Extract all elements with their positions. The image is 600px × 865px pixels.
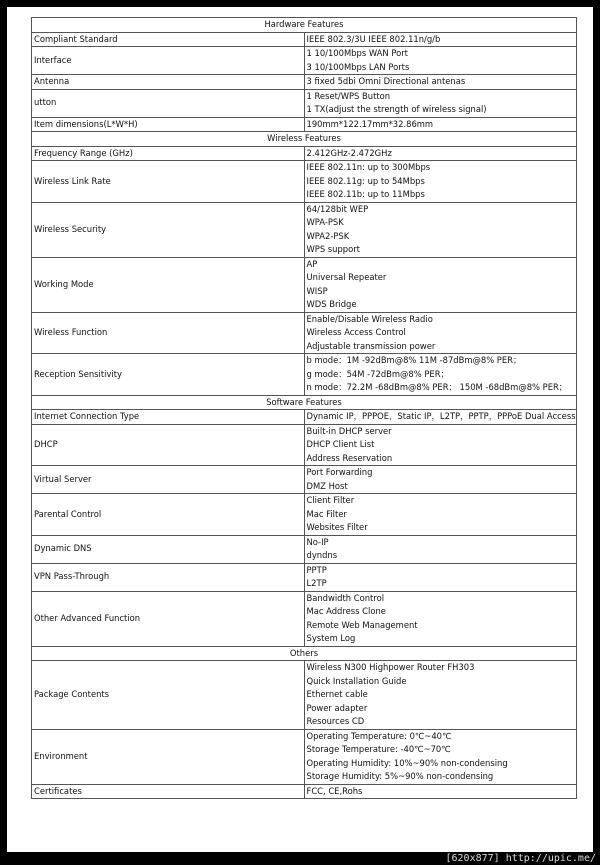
spec-label: Wireless Function bbox=[32, 312, 305, 354]
spec-value-line: WISP bbox=[306, 285, 328, 296]
spec-value-line: 3 10/100Mbps LAN Ports bbox=[306, 61, 410, 72]
spec-value bbox=[304, 312, 577, 354]
spec-label: Environment bbox=[32, 729, 305, 784]
spec-label: Parental Control bbox=[32, 494, 305, 536]
spec-value bbox=[304, 89, 577, 117]
spec-value-line: FCC, CE,Rohs bbox=[306, 785, 363, 796]
spec-value-line: Ethernet cable bbox=[306, 689, 368, 699]
spec-value-line: g mode：54M -72dBm@8% PER； bbox=[306, 368, 449, 379]
spec-value-line: WDS Bridge bbox=[306, 299, 357, 309]
spec-value-line: 2.412GHz-2.472GHz bbox=[306, 147, 392, 158]
spec-value-line: Adjustable transmission power bbox=[306, 340, 436, 351]
spec-label: Item dimensions(L*W*H) bbox=[32, 117, 305, 132]
spec-row bbox=[32, 466, 577, 494]
spec-row bbox=[32, 784, 577, 799]
spec-value-line: AP bbox=[306, 258, 318, 269]
spec-value bbox=[304, 563, 577, 591]
spec-label: Compliant Standard bbox=[32, 32, 305, 47]
spec-value bbox=[304, 494, 577, 536]
spec-row bbox=[32, 563, 577, 591]
spec-row bbox=[32, 89, 577, 117]
spec-value-line: Storage Temperature: -40℃~70℃ bbox=[306, 744, 451, 754]
spec-value bbox=[304, 591, 577, 646]
spec-label: Dynamic DNS bbox=[32, 535, 305, 563]
spec-value-line: IEEE 802.11b: up to 11Mbps bbox=[306, 189, 425, 199]
spec-row bbox=[32, 494, 577, 536]
spec-row bbox=[32, 591, 577, 646]
spec-value-line: Bandwidth Control bbox=[306, 592, 385, 603]
spec-value-line: WPS support bbox=[306, 244, 360, 254]
spec-value-line: WPA2-PSK bbox=[306, 230, 350, 241]
spec-row bbox=[32, 354, 577, 396]
spec-value-line: Enable/Disable Wireless Radio bbox=[306, 313, 433, 324]
spec-value bbox=[304, 424, 577, 466]
spec-value bbox=[304, 354, 577, 396]
spec-value-line: Operating Humidity: 10%~90% non-condensing bbox=[306, 757, 508, 768]
spec-value-line: 1 TX(adjust the strength of wireless signal) bbox=[306, 104, 487, 114]
spec-label: Reception Sensitivity bbox=[32, 354, 305, 396]
spec-value-line: DMZ Host bbox=[306, 480, 348, 491]
spec-value-line: Operating Temperature: 0℃~40℃ bbox=[306, 730, 452, 741]
spec-row bbox=[32, 535, 577, 563]
spec-value-line: dyndns bbox=[306, 550, 338, 560]
spec-value-line: Wireless Access Control bbox=[306, 327, 406, 337]
spec-value-line: WPA-PSK bbox=[306, 217, 344, 227]
spec-value-line: L2TP bbox=[306, 578, 327, 588]
spec-label: utton bbox=[32, 89, 305, 117]
spec-value-line: Power adapter bbox=[306, 702, 368, 713]
spec-row bbox=[32, 75, 577, 90]
spec-row bbox=[32, 161, 577, 203]
spec-value-line: Built-in DHCP server bbox=[306, 425, 392, 436]
image-caption: [620x877] http://upic.me/ bbox=[445, 853, 596, 864]
spec-value-line: Mac Filter bbox=[306, 508, 347, 519]
spec-label: Other Advanced Function bbox=[32, 591, 305, 646]
spec-row bbox=[32, 410, 577, 425]
spec-value-line: PPTP bbox=[306, 564, 327, 575]
spec-label: Wireless Link Rate bbox=[32, 161, 305, 203]
section-header-row bbox=[32, 646, 577, 661]
spec-value-line: Client Filter bbox=[306, 495, 355, 505]
spec-value-line: Universal Repeater bbox=[306, 272, 387, 282]
spec-value-line: 3 fixed 5dbi Omni Directional antenas bbox=[306, 76, 466, 86]
spec-value-line: 190mm*122.17mm*32.86mm bbox=[306, 118, 434, 129]
spec-label: DHCP bbox=[32, 424, 305, 466]
section-title: Hardware Features bbox=[32, 18, 577, 33]
spec-value-line: IEEE 802.3/3U IEEE 802.11n/g/b bbox=[306, 33, 441, 44]
spec-label: VPN Pass-Through bbox=[32, 563, 305, 591]
section-title: Software Features bbox=[32, 395, 577, 410]
spec-value-line: Dynamic IP，PPPOE，Static IP，L2TP，PPTP，PPPoE Dual Access bbox=[306, 411, 576, 421]
document-page bbox=[7, 7, 593, 852]
spec-label: Package Contents bbox=[32, 661, 305, 730]
spec-label: Interface bbox=[32, 47, 305, 75]
spec-label: Working Mode bbox=[32, 257, 305, 312]
spec-value bbox=[304, 202, 577, 257]
spec-label: Certificates bbox=[32, 784, 305, 799]
spec-value-line: DHCP Client List bbox=[306, 439, 375, 449]
spec-table bbox=[31, 17, 577, 799]
spec-value bbox=[304, 32, 577, 47]
spec-value-line: Wireless N300 Highpower Router FH303 bbox=[306, 662, 475, 672]
spec-value-line: Quick Installation Guide bbox=[306, 675, 407, 686]
spec-value bbox=[304, 661, 577, 730]
spec-value bbox=[304, 146, 577, 161]
spec-value bbox=[304, 161, 577, 203]
spec-value-line: Mac Address Clone bbox=[306, 606, 386, 616]
spec-label: Internet Connection Type bbox=[32, 410, 305, 425]
spec-value-line: Address Reservation bbox=[306, 452, 393, 463]
spec-value-line: 1 Reset/WPS Button bbox=[306, 90, 391, 101]
spec-label: Virtual Server bbox=[32, 466, 305, 494]
spec-value-line: IEEE 802.11n: up to 300Mbps bbox=[306, 162, 431, 172]
spec-value-line: Remote Web Management bbox=[306, 619, 418, 630]
spec-value bbox=[304, 729, 577, 784]
spec-value-line: 64/128bit WEP bbox=[306, 203, 369, 214]
spec-label: Frequency Range (GHz) bbox=[32, 146, 305, 161]
spec-row bbox=[32, 202, 577, 257]
spec-value bbox=[304, 535, 577, 563]
spec-value-line: Port Forwarding bbox=[306, 467, 373, 477]
spec-value-line: No-IP bbox=[306, 536, 329, 547]
spec-row bbox=[32, 117, 577, 132]
spec-row bbox=[32, 424, 577, 466]
spec-row bbox=[32, 32, 577, 47]
section-header-row bbox=[32, 132, 577, 147]
spec-value bbox=[304, 410, 577, 425]
spec-value-line: Websites Filter bbox=[306, 522, 368, 532]
spec-value-line: Storage Humidity: 5%~90% non-condensing bbox=[306, 771, 494, 781]
spec-value-line: IEEE 802.11g: up to 54Mbps bbox=[306, 175, 425, 186]
section-header-row bbox=[32, 395, 577, 410]
spec-value-line: System Log bbox=[306, 633, 356, 643]
spec-value-line: Resources CD bbox=[306, 716, 365, 726]
spec-row bbox=[32, 146, 577, 161]
spec-row bbox=[32, 661, 577, 730]
spec-value-line: b mode：1M -92dBm@8% 11M -87dBm@8% PER； bbox=[306, 355, 522, 365]
spec-value bbox=[304, 784, 577, 799]
spec-row bbox=[32, 729, 577, 784]
spec-value bbox=[304, 75, 577, 90]
spec-row bbox=[32, 257, 577, 312]
spec-value bbox=[304, 47, 577, 75]
section-header-row bbox=[32, 18, 577, 33]
section-title: Others bbox=[32, 646, 577, 661]
spec-label: Wireless Security bbox=[32, 202, 305, 257]
spec-value bbox=[304, 117, 577, 132]
spec-value bbox=[304, 466, 577, 494]
spec-label: Antenna bbox=[32, 75, 305, 90]
spec-value-line: 1 10/100Mbps WAN Port bbox=[306, 48, 408, 58]
spec-row bbox=[32, 312, 577, 354]
section-title: Wireless Features bbox=[32, 132, 577, 147]
spec-value bbox=[304, 257, 577, 312]
spec-value-line: n mode：72.2M -68dBm@8% PER； 150M -68dBm@8% PER； bbox=[306, 382, 568, 392]
spec-row bbox=[32, 47, 577, 75]
